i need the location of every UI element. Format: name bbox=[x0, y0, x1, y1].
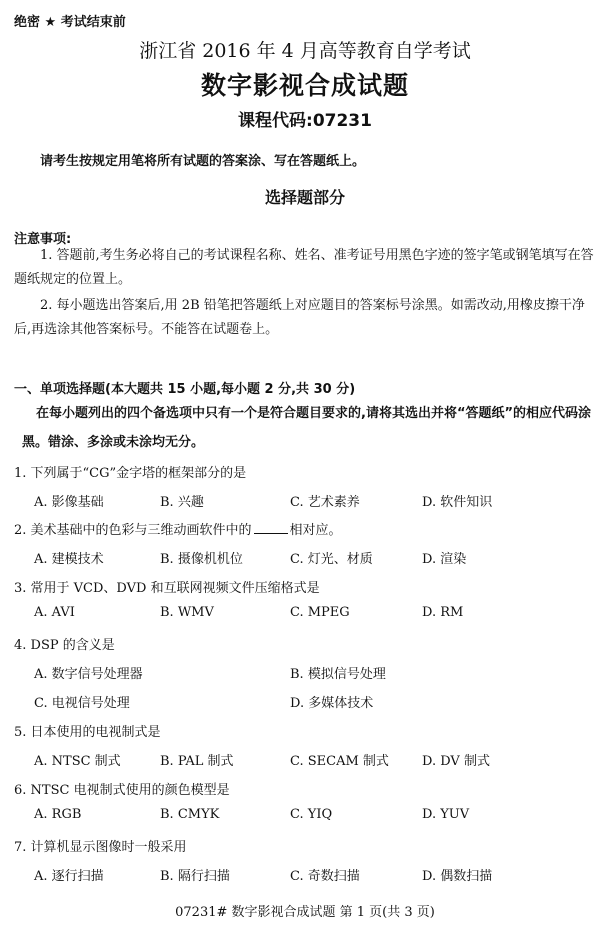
question-1-option-a: A. 影像基础 bbox=[34, 495, 104, 510]
fill-blank bbox=[254, 523, 288, 534]
question-2-option-c: C. 灯光、材质 bbox=[290, 552, 373, 567]
notice-item-1: 1. 答题前,考生务必将自己的考试课程名称、姓名、准考证号用黑色字迹的签字笔或钢笔填写在答题纸规定的位置上。 bbox=[14, 248, 594, 287]
course-code: 课程代码:07231 bbox=[238, 111, 372, 131]
question-5-option-c: C. SECAM 制式 bbox=[290, 754, 389, 769]
question-6-option-b: B. CMYK bbox=[160, 807, 220, 822]
instruction-text: 请考生按规定用笔将所有试题的答案涂、写在答题纸上。 bbox=[40, 154, 366, 169]
question-1-stem: 1. 下列属于“CG”金字塔的框架部分的是 bbox=[14, 466, 247, 481]
question-2-option-d: D. 渲染 bbox=[422, 552, 467, 567]
question-6-option-a: A. RGB bbox=[34, 807, 82, 822]
question-6-stem: 6. NTSC 电视制式使用的颜色模型是 bbox=[14, 783, 230, 798]
question-7-option-d: D. 偶数扫描 bbox=[422, 869, 493, 884]
question-3-option-c: C. MPEG bbox=[290, 605, 350, 620]
question-7-option-a: A. 逐行扫描 bbox=[34, 869, 104, 884]
question-4-option-c: C. 电视信号处理 bbox=[34, 696, 130, 711]
question-4-option-b: B. 模拟信号处理 bbox=[290, 667, 386, 682]
question-6-option-c: C. YIQ bbox=[290, 807, 333, 822]
page-footer: 07231# 数字影视合成试题 第 1 页(共 3 页) bbox=[175, 905, 435, 920]
question-5-option-a: A. NTSC 制式 bbox=[34, 754, 121, 769]
secret-mark: 绝密 ★ 考试结束前 bbox=[14, 15, 126, 30]
question-2-stem-before: 2. 美术基础中的色彩与三维动画软件中的 bbox=[14, 523, 252, 538]
exam-line: 浙江省 2016 年 4 月高等教育自学考试 bbox=[139, 40, 471, 62]
question-5-stem: 5. 日本使用的电视制式是 bbox=[14, 725, 161, 740]
question-1-option-b: B. 兴趣 bbox=[160, 495, 204, 510]
question-1-option-d: D. 软件知识 bbox=[422, 495, 493, 510]
question-5-option-b: B. PAL 制式 bbox=[160, 754, 234, 769]
subject-title: 数字影视合成试题 bbox=[200, 71, 409, 100]
question-1-option-c: C. 艺术素养 bbox=[290, 495, 360, 510]
question-7-option-b: B. 隔行扫描 bbox=[160, 869, 230, 884]
question-6-option-d: D. YUV bbox=[422, 807, 470, 822]
question-3-option-d: D. RM bbox=[422, 605, 464, 620]
notice-heading: 注意事项: bbox=[14, 232, 72, 247]
section-description: 在每小题列出的四个备选项中只有一个是符合题目要求的,请将其选出并将“答题纸”的相应代码涂黑。错涂、多涂或未涂均无分。 bbox=[22, 406, 592, 450]
notice-item-2: 2. 每小题选出答案后,用 2B 铅笔把答题纸上对应题目的答案标号涂黑。如需改动,用橡皮擦干净后,再选涂其他答案标号。不能答在试题卷上。 bbox=[14, 298, 585, 337]
question-3-stem: 3. 常用于 VCD、DVD 和互联网视频文件压缩格式是 bbox=[14, 581, 320, 596]
question-4-stem: 4. DSP 的含义是 bbox=[14, 638, 115, 653]
question-2-stem bbox=[14, 519, 342, 538]
question-4-option-a: A. 数字信号处理器 bbox=[34, 667, 143, 682]
question-7-option-c: C. 奇数扫描 bbox=[290, 869, 360, 884]
question-2-stem-after: 相对应。 bbox=[289, 523, 342, 538]
question-7-stem: 7. 计算机显示图像时一般采用 bbox=[14, 840, 187, 855]
question-4-option-d: D. 多媒体技术 bbox=[290, 696, 374, 711]
question-3-option-b: B. WMV bbox=[160, 605, 214, 620]
section-heading: 一、单项选择题(本大题共 15 小题,每小题 2 分,共 30 分) bbox=[14, 382, 356, 397]
question-3-option-a: A. AVI bbox=[34, 605, 75, 620]
question-5-option-d: D. DV 制式 bbox=[422, 754, 490, 769]
part-title: 选择题部分 bbox=[264, 188, 345, 207]
question-2-option-a: A. 建模技术 bbox=[34, 552, 104, 567]
question-2-option-b: B. 摄像机机位 bbox=[160, 552, 243, 567]
